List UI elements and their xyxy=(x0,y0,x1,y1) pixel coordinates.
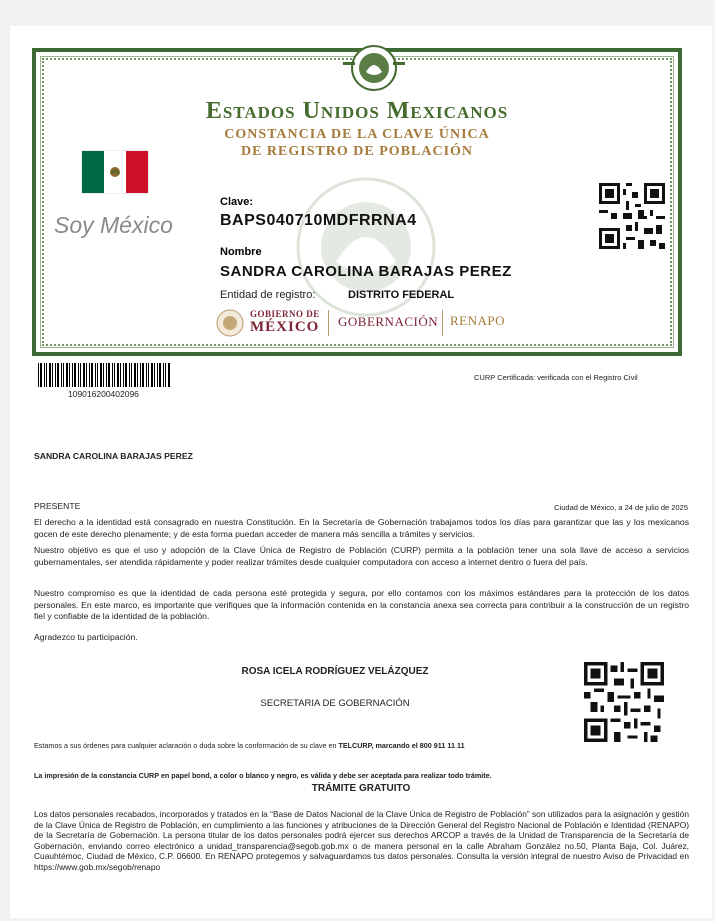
clave-label: Clave: xyxy=(220,196,254,208)
contact-prefix: Estamos a sus órdenes para cualquier aclaración o duda sobre la conformación de su clave en xyxy=(34,741,337,750)
document-page xyxy=(10,26,712,918)
paragraph-3: Nuestro compromiso es que la identidad de cada persona esté protegida y segura, por ello contamos con los máximos estándares para la protección de los datos personales. En este marco, es importante que verifiques que la información contenida en la constancia anexa sea correcta para contribuir a la construcción de un registro fiel y confiable de la identidad de la población. xyxy=(34,588,689,621)
gobierno-de-label: GOBIERNO DE xyxy=(250,309,320,319)
national-seal-icon xyxy=(339,42,409,92)
recipient-name: SANDRA CAROLINA BARAJAS PEREZ xyxy=(34,451,193,461)
paragraph-2: Nuestro objetivo es que el uso y adopción de la Clave Única de Registro de Población (CURP) permita a la población tener una sola llave de acceso a servicios gubernamentales, ser atendida rápidamente y poder realizar trámites desde cualquier computadora con acceso a internet dentro o fuera del país. xyxy=(34,545,689,567)
privacy-notice: Los datos personales recabados, incorporados y tratados en la “Base de Datos Nacional de la Clave Única de Registro de Población” son utilizados para la asignación y gestión de la Clave Única de Registro de Población, en cumplimiento a las funciones y atribuciones de la Dirección General del Registro Nacional de Población e Identidad (RENAPO) de la Secretaría de Gobernación. La persona titular de los datos personales podrá ejercer sus derechos ARCOP a través de la Unidad de Transparencia de la Secretaría de Gobernación, enviando correo electrónico a unidad_transparencia@segob.gob.mx o de manera personal en la calle Abraham González no.50, Planta Baja, Col. Juárez, Cuauhtémoc, Ciudad de México, C.P. 06600. En RENAPO protegemos y salvaguardamos tus datos personales. Consulta la versión integral de nuestro Aviso de Privacidad en https://www.gob.mx/segob/renapo xyxy=(34,809,689,872)
clave-value: BAPS040710MDFRRNA4 xyxy=(220,212,417,229)
soy-mexico-slogan: Soy México xyxy=(54,212,173,238)
barcode-number: 109016200402096 xyxy=(68,389,139,399)
gobernacion-logo-text: GOBERNACIÓN xyxy=(338,314,439,329)
certified-note: CURP Certificada: verificada con el Registro Civil xyxy=(474,373,638,382)
signer-title: SECRETARIA DE GOBERNACIÓN xyxy=(260,698,410,709)
government-logos xyxy=(216,307,516,341)
letter-qr-code-icon xyxy=(584,662,664,742)
document-subtitle-line1: CONSTANCIA DE LA CLAVE ÚNICA xyxy=(224,127,490,142)
mexico-flag-icon xyxy=(82,151,148,193)
presente-label: PRESENTE xyxy=(34,501,81,511)
nombre-label: Nombre xyxy=(220,246,262,258)
country-title: Estados Unidos Mexicanos xyxy=(205,98,509,124)
print-notice: La impresión de la constancia CURP en papel bond, a color o blanco y negro, es válida y debe ser aceptada para realizar todo trámite. xyxy=(34,771,492,780)
renapo-logo-text: RENAPO xyxy=(450,313,506,328)
curp-card xyxy=(32,48,682,356)
qr-code-icon xyxy=(596,180,668,252)
gobierno-seal-icon xyxy=(216,309,244,337)
barcode-icon xyxy=(38,363,172,387)
signer-name: ROSA ICELA RODRÍGUEZ VELÁZQUEZ xyxy=(241,666,429,677)
document-subtitle-line2: DE REGISTRO DE POBLACIÓN xyxy=(240,144,474,159)
telcurp-contact: TELCURP, marcando el 800 911 11 11 xyxy=(338,741,465,750)
tramite-gratuito: TRÁMITE GRATUITO xyxy=(311,783,411,794)
entidad-value: DISTRITO FEDERAL xyxy=(348,289,455,301)
letter-date: Ciudad de México, a 24 de julio de 2025 xyxy=(554,503,688,512)
thanks-line: Agradezco tu participación. xyxy=(34,632,138,642)
contact-line xyxy=(34,741,465,750)
mexico-logo-text: MÉXICO xyxy=(250,319,320,335)
paragraph-1: El derecho a la identidad está consagrado en nuestra Constitución. En la Secretaría de Gobernación trabajamos todos los días para garantizar que las y los mexicanos gocen de este derecho plenamente; y de esta forma puedan acceder de manera más sencilla a trámites y servicios. xyxy=(34,517,689,539)
nombre-value: SANDRA CAROLINA BARAJAS PEREZ xyxy=(220,263,512,280)
entidad-label: Entidad de registro: xyxy=(220,289,316,301)
